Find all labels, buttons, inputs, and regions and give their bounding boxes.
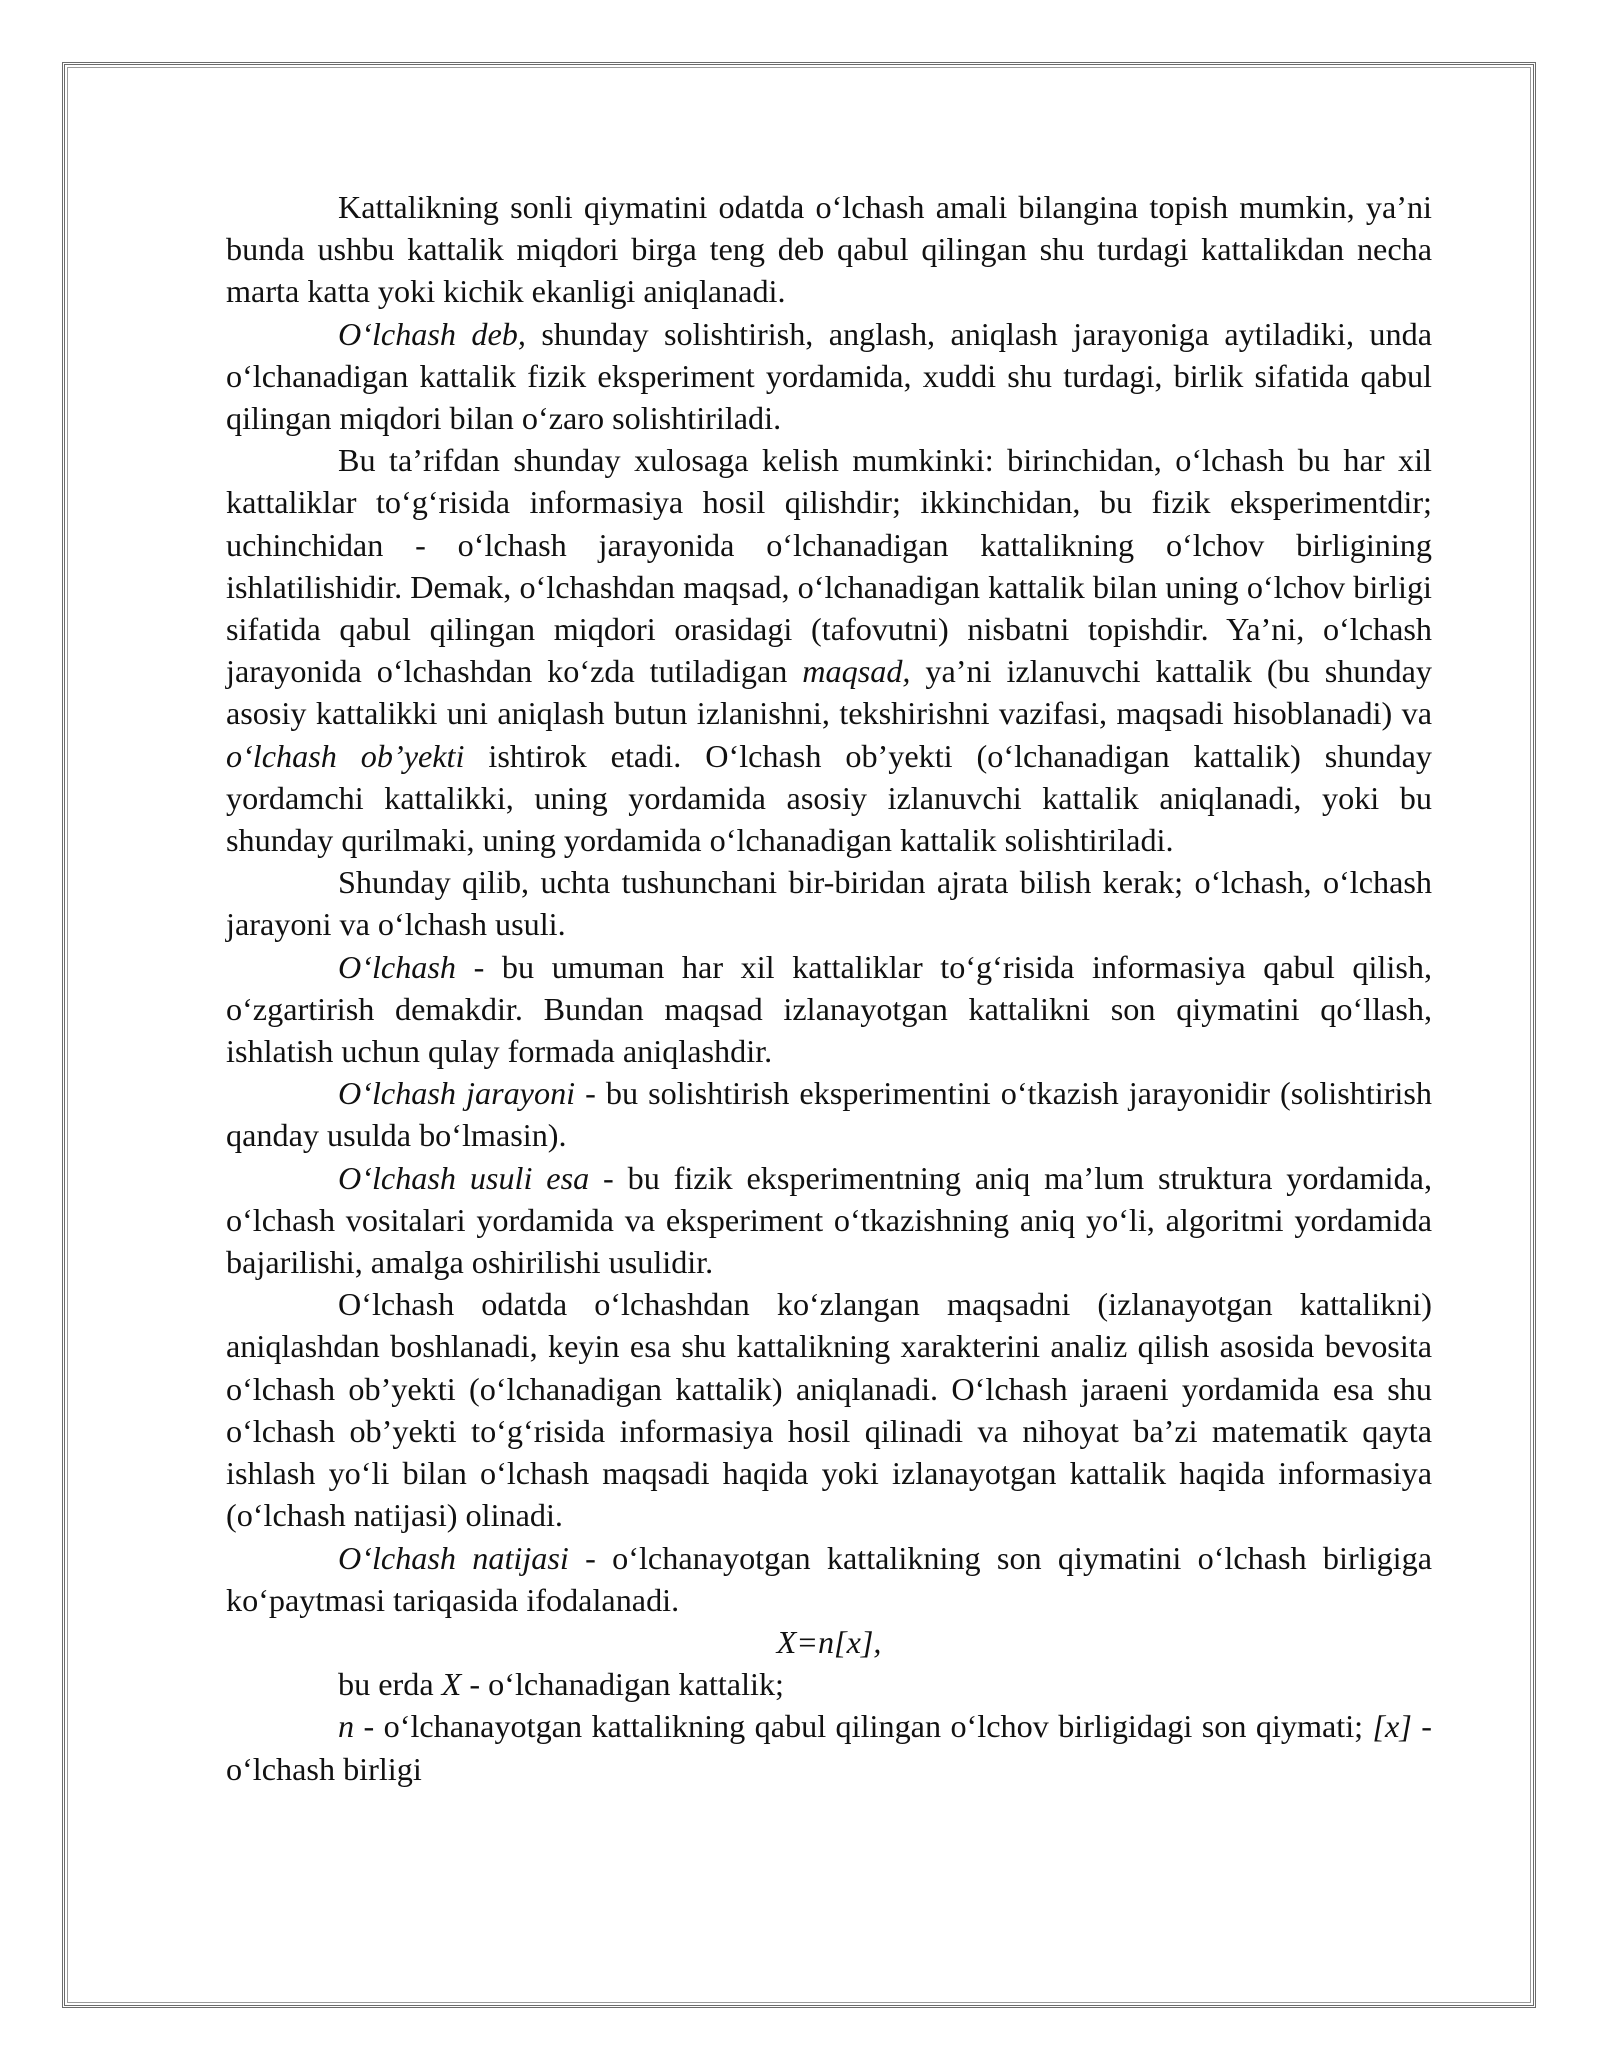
paragraph [226,186,1432,313]
italic-term: O‘lchash usuli esa [338,1159,590,1196]
text-run: - bu umuman har xil kattaliklar to‘g‘risida informasiya qabul qilish, o‘zgartirish demakdir. Bundan maqsad izlanayotgan kattalikni son qiymatini qo‘llash, ishlatish uchun qulay formada aniqlashdir. [226,948,1432,1070]
paragraph [226,439,1432,861]
text-run: ya’ni izlanuvchi kattalik (bu shunday asosiy kattalikki uni aniqlash butun izlanishni, tekshirishni vazifasi, maqsadi hisoblanadi) va [226,653,1433,732]
italic-term: [x] [1372,1708,1412,1745]
paragraph-definition [226,313,1432,440]
italic-term: O‘lchash jarayoni [338,1075,576,1112]
text-run: bu erda [338,1666,442,1703]
text-run: Bu ta’rifdan shunday xulosaga kelish mumkinki: birinchidan, o‘lchash bu har xil kattaliklar to‘g‘risida informasiya hosil qilishdir; ikkinchidan, bu fizik eksperimentdir; uchinchidan - o‘lchash jarayonida o‘lchanadigan kattalikning o‘lchov birligining ishlatilishidir. Demak, o‘lchashdan maqsad, o‘lchanadigan kattalik bilan uning o‘lchov birligi sifatida qabul qilingan miqdori orasidagi (tafovutni) nisbatni topishdir. Ya’ni, o‘lchash jarayonida o‘lchashdan ko‘zda tutiladigan [226,442,1432,690]
text-run: - o‘lchanadigan kattalik; [461,1666,784,1703]
formula-legend-line [226,1663,1432,1705]
paragraph [226,861,1432,945]
italic-term: O‘lchash deb, [338,315,526,352]
paragraph [226,1283,1432,1536]
italic-term: o‘lchash ob’yekti [226,737,465,774]
text-run: shunday solishtirish, anglash, aniqlash jarayoniga aytiladiki, unda o‘lchanadigan kattalik fizik eksperiment yordamida, xuddi shu turdagi, birlik sifatida qabul qilingan miqdori bilan o‘zaro solishtiriladi. [226,315,1432,437]
paragraph-definition [226,946,1432,1073]
formula-text: X=n[x], [776,1623,882,1660]
text-run: - o‘lchash birligi [226,1708,1433,1787]
italic-term: maqsad, [802,653,911,690]
italic-term: O‘lchash natijasi [338,1539,569,1576]
text-run: - o‘lchanayotgan kattalikning qabul qilingan o‘lchov birligidagi son qiymati; [354,1708,1373,1745]
paragraph-definition [226,1072,1432,1156]
text-run: - bu solishtirish eksperimentini o‘tkazish jarayonidir (solishtirish qanday usulda bo‘lmasin). [226,1075,1432,1154]
formula [226,1621,1432,1663]
italic-term: O‘lchash [338,948,456,985]
paragraph-definition [226,1537,1432,1621]
text-run: O‘lchash odatda o‘lchashdan ko‘zlangan maqsadni (izlanayotgan kattalikni) aniqlashdan boshlanadi, keyin esa shu kattalikning xarakterini analiz qilish asosida bevosita o‘lchash ob’yekti (o‘lchanadigan kattalik) aniqlanadi. O‘lchash jaraeni yordamida esa shu o‘lchash ob’yekti to‘g‘risida informasiya hosil qilinadi va nihoyat ba’zi matematik qayta ishlash yo‘li bilan o‘lchash maqsadi haqida yoki izlanayotgan kattalik haqida informasiya (o‘lchash natijasi) olinadi. [226,1286,1432,1534]
text-run: Shunday qilib, uchta tushunchani bir-biridan ajrata bilish kerak; o‘lchash, o‘lchash jarayoni va o‘lchash usuli. [226,864,1432,943]
paragraph-definition [226,1157,1432,1284]
document-body [226,186,1432,1790]
formula-legend-line [226,1705,1432,1789]
text-run: ishtirok etadi. O‘lchash ob’yekti (o‘lchanadigan kattalik) shunday yordamchi kattalikki, uning yordamida asosiy izlanuvchi kattalik aniqlanadi, yoki bu shunday qurilmaki, uning yordamida o‘lchanadigan kattalik solishtiriladi. [226,737,1433,859]
text-run: Kattalikning sonli qiymatini odatda o‘lchash amali bilangina topish mumkin, ya’ni bunda ushbu kattalik miqdori birga teng deb qabul qilingan shu turdagi kattalikdan necha marta katta yoki kichik ekanligi aniqlanadi. [226,189,1432,310]
text-run: - bu fizik eksperimentning aniq ma’lum struktura yordamida, o‘lchash vositalari yordamida va eksperiment o‘tkazishning aniq yo‘li, algoritmi yordamida bajarilishi, amalga oshirilishi usulidir. [226,1159,1433,1281]
italic-term: X [441,1666,462,1703]
text-run: - o‘lchanayotgan kattalikning son qiymatini o‘lchash birligiga ko‘paytmasi tariqasida ifodalanadi. [226,1539,1432,1618]
italic-term: n [338,1708,355,1745]
